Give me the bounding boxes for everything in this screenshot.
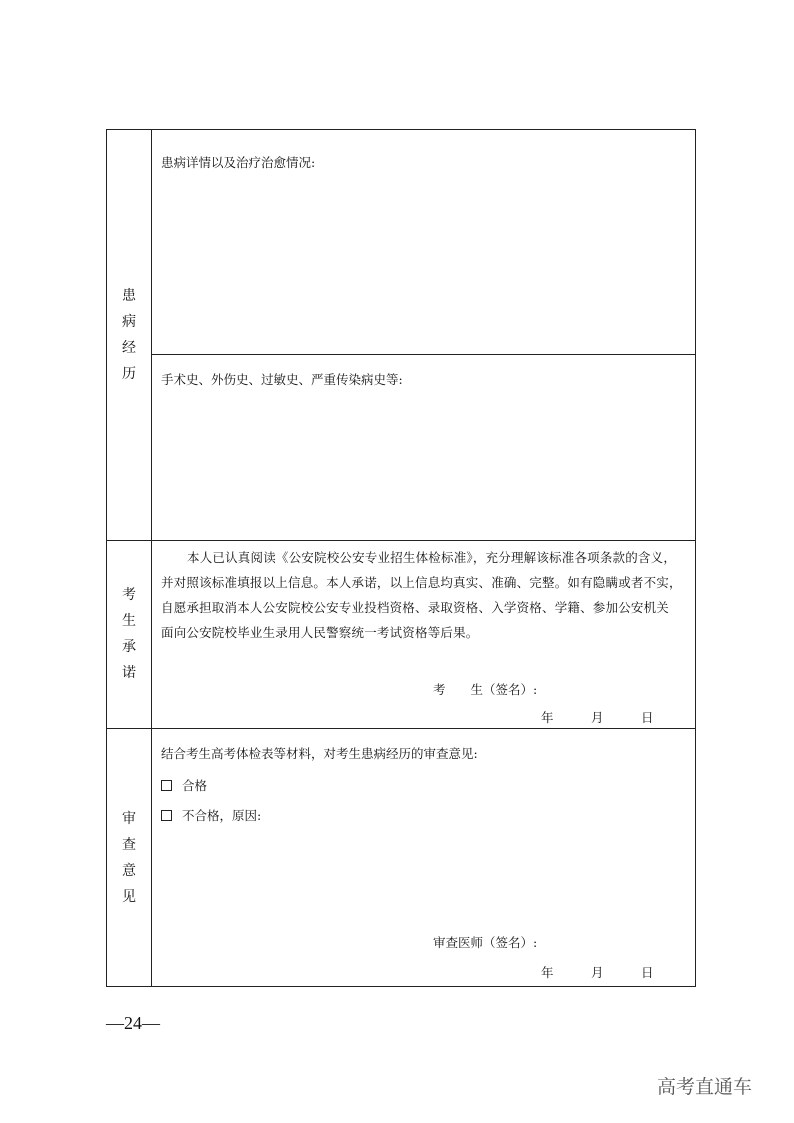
section-divider (107, 540, 695, 541)
review-label (107, 728, 151, 988)
option-pass[interactable] (161, 777, 207, 795)
pledge-paragraph (161, 545, 691, 645)
pledge-label (107, 540, 151, 728)
label-char: 历 (122, 366, 136, 382)
label-char: 诺 (122, 665, 136, 681)
label-char: 病 (122, 314, 136, 330)
candidate-signature: 考 生（签名）: (433, 682, 538, 697)
label-char: 患 (122, 288, 136, 304)
pledge-line: 自愿承担取消本人公安院校公安专业投档资格、录取资格、入学资格、学籍、参加公安机关 (161, 600, 670, 615)
watermark: 高考直通车 (657, 1076, 753, 1098)
form-table (106, 129, 696, 987)
pledge-date: 年 月 日 (541, 710, 654, 725)
label-char: 见 (122, 889, 136, 905)
label-char: 生 (122, 613, 136, 629)
option-fail-label: 不合格，原因: (182, 808, 262, 823)
review-date: 年 月 日 (541, 965, 654, 980)
option-pass-label: 合格 (182, 778, 208, 793)
pledge-line: 并对照该标准填报以上信息。本人承诺，以上信息均真实、准确、完整。如有隐瞒或者不实， (161, 575, 682, 590)
label-char: 考 (122, 587, 136, 603)
label-char: 承 (122, 639, 136, 655)
pledge-line: 面向公安院校毕业生录用人民警察统一考试资格等后果。 (161, 625, 479, 640)
fail-checkbox[interactable] (161, 810, 172, 821)
review-intro: 结合考生高考体检表等材料，对考生患病经历的审查意见: (161, 746, 478, 761)
page-number: —24— (106, 1013, 160, 1033)
label-char: 意 (122, 863, 136, 879)
pledge-line-text: 本人已认真阅读《公安院校公安专业招生体检标准》，充分理解该标准各项条款的含义， (187, 550, 677, 565)
pass-checkbox[interactable] (161, 780, 172, 791)
label-char: 查 (122, 837, 136, 853)
medical-history-label (107, 130, 151, 540)
section-divider (107, 728, 695, 729)
row-divider (151, 354, 695, 355)
label-char: 经 (122, 340, 136, 356)
column-divider (151, 130, 152, 986)
pledge-line (161, 545, 691, 570)
option-fail[interactable] (161, 807, 261, 825)
disease-details-prompt: 患病详情以及治疗治愈情况: (161, 155, 316, 170)
label-char: 审 (122, 811, 136, 827)
surgery-history-prompt: 手术史、外伤史、过敏史、严重传染病史等: (161, 372, 403, 387)
doctor-signature: 审查医师（签名）: (433, 935, 538, 950)
